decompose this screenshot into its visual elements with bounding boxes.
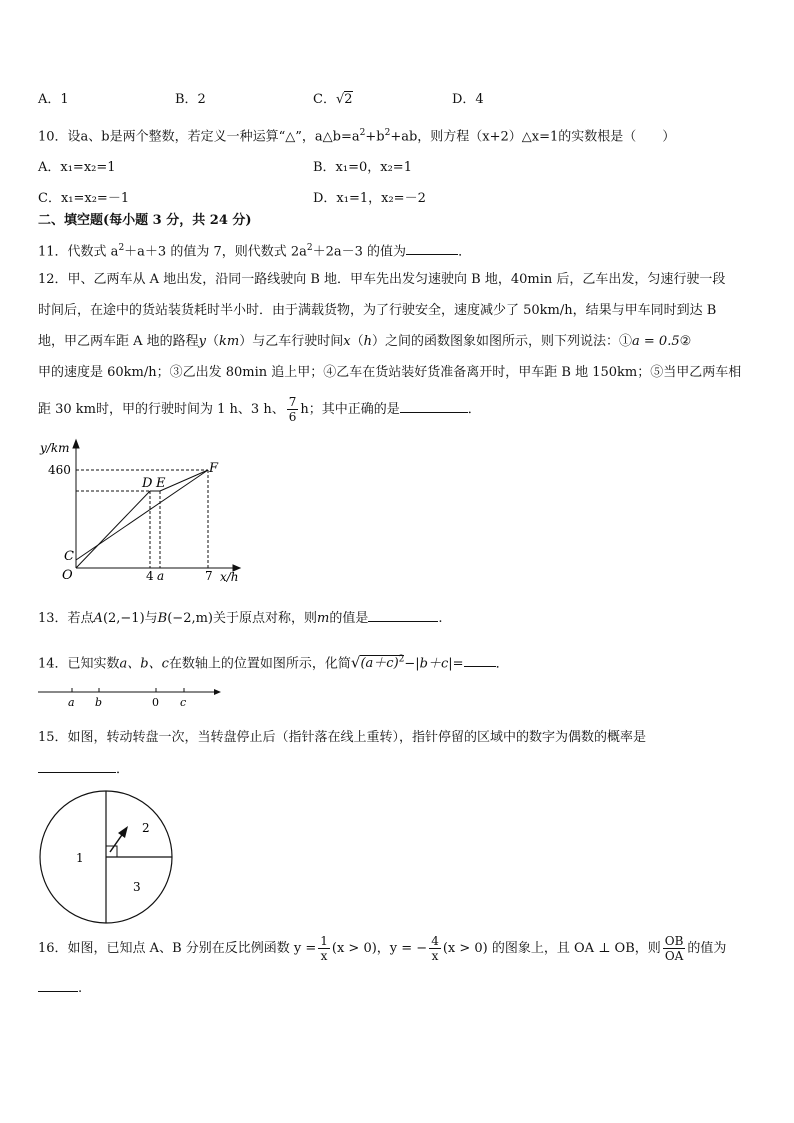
spinner-region-3: 3 — [133, 880, 141, 894]
q13-point-b: B — [157, 611, 168, 626]
q16-f1-den: x — [320, 949, 328, 963]
q9-option-c-radicand: 2 — [344, 92, 353, 107]
q16-c: (x > 0) 的图象上，且 OA ⊥ OB，则 — [442, 941, 661, 956]
spinner-pointer-arrowhead — [118, 826, 128, 838]
q13-coord-a: (2,−1) — [102, 611, 145, 626]
spinner-region-1: 1 — [76, 851, 84, 865]
q12-var-y: y — [198, 334, 207, 349]
graph-tick-4: 4 — [146, 569, 154, 583]
graph-label-e: E — [156, 476, 166, 491]
q12-line-1: 12．甲、乙两车从 A 地出发，沿同一路线驶向 B 地．甲车先出发匀速驶向 B 地，40min 后，乙车出发，匀速行驶一段 — [38, 272, 726, 287]
q10-option-d: D．x₁=1，x₂=－2 — [313, 191, 426, 206]
q12-var-x: x — [343, 334, 351, 349]
q12-line-3-c: ）与乙车行驶时间 — [239, 334, 344, 349]
q14-sqrt-inner: (a＋c) — [360, 656, 399, 672]
number-line-label-c: c — [180, 696, 187, 709]
q13-c: 关于原点对称，则 — [213, 611, 318, 626]
q9-option-c — [313, 88, 353, 107]
spinner — [38, 788, 180, 928]
graph-label-c: C — [64, 549, 74, 564]
q14-c: −|b＋c|= — [404, 656, 464, 672]
q15-line-1: 15．如图，转动转盘一次，当转盘停止后（指针落在线上重转），指针停留的区域中的数字为偶数的概率是 — [38, 730, 647, 745]
q12-line-3-a: 地，甲乙两车距 A 地的路程 — [38, 334, 199, 349]
q14-a: 14．已知实数 — [38, 656, 120, 672]
q14 — [38, 651, 509, 673]
q15-line-2 — [38, 760, 129, 779]
q13-coord-b: (−2,m) — [167, 611, 214, 626]
section-2-title: 二、填空题(每小题 3 分，共 24 分) — [38, 213, 252, 228]
q12-frac-num: 7 — [288, 395, 297, 409]
sqrt-symbol: √ — [350, 653, 361, 672]
q12-end: ． — [467, 402, 481, 417]
spinner-region-2: 2 — [142, 821, 150, 835]
q11-a: 11．代数式 a — [38, 244, 119, 260]
q13-b: 与 — [144, 611, 158, 626]
q12-line-5-a: 距 30 km时，甲的行驶时间为 1 h、3 h、 — [38, 402, 285, 417]
q14-end: ． — [495, 656, 509, 672]
q12-eq-a: a = 0.5 — [632, 334, 680, 349]
number-line — [38, 682, 223, 710]
q16-end: . — [78, 981, 83, 996]
q12-line-2: 时间后，在途中的货站装货耗时半小时．由于满载货物，为了行驶安全，速度减少了 50km/h，结果与甲车同时到达 B — [38, 303, 717, 318]
q10-stem-a: 10．设a、b是两个整数，若定义一种运算“△”，a△b=a — [38, 129, 360, 145]
q12-answer-blank[interactable] — [400, 400, 468, 413]
graph-tick-a: a — [157, 569, 165, 583]
q13-var-m: m — [317, 611, 330, 626]
q16-f1-num: 1 — [320, 934, 328, 948]
q10-stem — [38, 124, 675, 146]
q10-option-c: C．x₁=x₂=－1 — [38, 191, 130, 206]
segment-od — [76, 491, 150, 568]
q10-stem-b: +b — [365, 129, 385, 145]
q14-vars: a、b、c — [119, 656, 169, 672]
q11-sup-1: 2 — [118, 243, 125, 253]
q16-f3-den: OA — [664, 949, 684, 963]
graph-y-460: 460 — [48, 463, 71, 477]
q9-option-a: A．1 — [38, 92, 69, 107]
q12-line-3-f: ② — [679, 334, 692, 349]
graph-tick-7: 7 — [205, 569, 213, 583]
q13 — [38, 609, 443, 628]
q14-answer-blank[interactable] — [464, 654, 496, 667]
q11-b: ＋a＋3 的值为 7，则代数式 2a — [124, 244, 307, 260]
q9-option-d: D．4 — [452, 92, 484, 107]
q10-option-b: B．x₁=0，x₂=1 — [313, 160, 412, 175]
q12-line-5 — [38, 393, 481, 427]
q16-d: 的值为 — [687, 941, 727, 956]
q12-line-3-b: （ — [206, 334, 220, 349]
q16-line-2 — [38, 979, 82, 998]
q16-line-1 — [38, 932, 726, 966]
q9-option-c-prefix: C． — [313, 92, 336, 107]
sqrt-symbol: √ — [335, 92, 345, 107]
q16-f3-num: OB — [664, 934, 684, 948]
number-line-label-a: a — [68, 696, 75, 709]
q12-line-3-d: （ — [350, 334, 364, 349]
q12-unit-h: h — [363, 334, 372, 349]
q10-sup-1: 2 — [359, 128, 366, 138]
q14-b: 在数轴上的位置如图所示，化简 — [168, 656, 351, 672]
q15-end: ． — [116, 762, 130, 777]
q12-line-4: 甲的速度是 60km/h；③乙出发 80min 追上甲；④乙车在货站装好货准备离开时，甲车距 B 地 150km；⑤当甲乙两车相 — [38, 365, 742, 380]
q16-fraction-1 — [318, 934, 330, 963]
number-line-label-0: 0 — [152, 696, 159, 709]
q11-sup-2: 2 — [306, 243, 313, 253]
q16-a: 16．如图，已知点 A、B 分别在反比例函数 y = — [38, 941, 317, 956]
graph-xlabel: x/h — [220, 570, 239, 584]
q15-answer-blank[interactable] — [38, 760, 116, 773]
q13-answer-blank[interactable] — [368, 609, 438, 622]
q16-f2-num: 4 — [431, 934, 439, 948]
q12-line-3 — [38, 333, 691, 351]
q16-fraction-2 — [429, 934, 441, 963]
q9-option-b: B．2 — [175, 92, 206, 107]
number-line-label-b: b — [95, 696, 103, 709]
q12-frac-den: 6 — [288, 410, 297, 424]
q16-f2-den: x — [431, 949, 439, 963]
q12-line-3-e: ）之间的函数图象如图所示，则下列说法：① — [372, 334, 633, 349]
q12-unit-km: km — [219, 334, 240, 349]
graph-label-f: F — [209, 461, 219, 476]
q12-line-5-b: h；其中正确的是 — [300, 402, 400, 417]
q12-graph — [38, 436, 248, 586]
q11-c: ＋2a－3 的值为 — [312, 244, 407, 260]
q13-end: . — [438, 611, 443, 626]
q16-answer-blank[interactable] — [38, 979, 78, 992]
y-axis-arrow — [73, 440, 79, 448]
q16-fraction-3 — [663, 934, 686, 963]
q14-sq: 2 — [398, 655, 405, 665]
q14-sqrt-body — [360, 655, 404, 671]
q13-d: 的值是 — [329, 611, 369, 626]
q11 — [38, 239, 471, 261]
q13-point-a: A — [93, 611, 103, 626]
q10-sup-2: 2 — [384, 128, 391, 138]
q16-b: (x > 0)，y = − — [331, 941, 428, 956]
graph-ylabel: y/km — [40, 441, 70, 455]
q11-answer-blank[interactable] — [406, 242, 458, 255]
right-angle-marker — [106, 846, 117, 857]
q13-a: 13．若点 — [38, 611, 94, 626]
graph-label-d: D — [142, 476, 153, 491]
q10-option-a: A．x₁=x₂=1 — [38, 160, 116, 175]
q10-stem-c: +ab，则方程（x+2）△x=1的实数根是（ ） — [390, 129, 676, 145]
q11-end: ． — [458, 244, 472, 260]
segment-ef — [160, 470, 208, 491]
graph-label-o: O — [62, 568, 73, 583]
q12-fraction — [287, 395, 299, 424]
number-line-arrow — [214, 689, 221, 695]
